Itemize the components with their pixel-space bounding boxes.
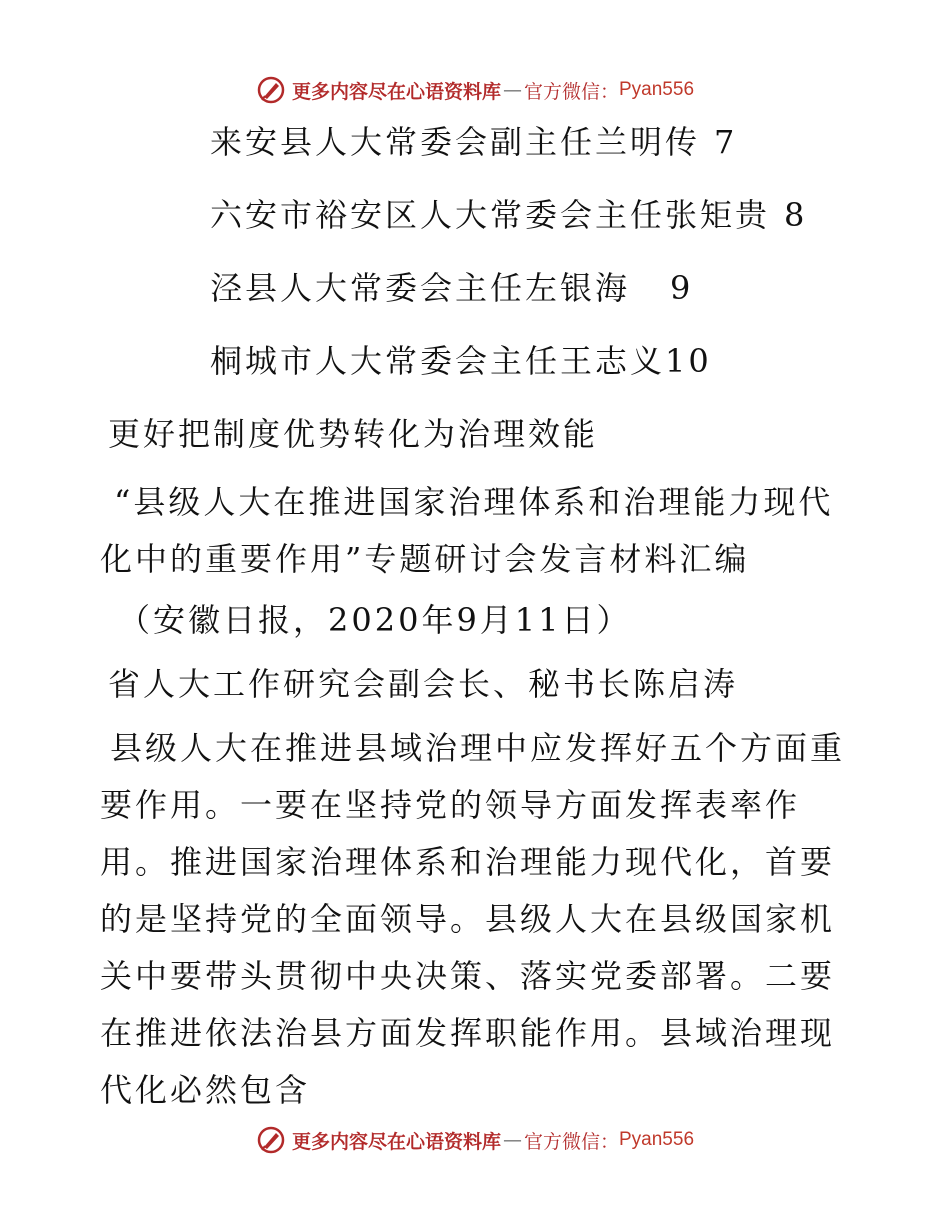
toc-entry-page: 9 [670, 269, 694, 307]
section-heading: 更好把制度优势转化为治理效能 [108, 415, 599, 453]
watermark-separator: — [502, 1129, 522, 1151]
watermark-main-text: 更多内容尽在心语资料库 [291, 1130, 501, 1153]
toc-entry-text: 来安县人大常委会副主任兰明传 [210, 123, 701, 161]
toc-entry-text: 桐城市人大常委会主任王志义 [210, 342, 666, 380]
quill-pen-logo-icon [256, 75, 286, 105]
toc-entry [100, 124, 860, 160]
toc-entry-text: 泾县人大常委会主任左银海 [210, 269, 631, 307]
watermark-main-text: 更多内容尽在心语资料库 [291, 80, 501, 103]
document-content [100, 124, 860, 1119]
toc-entry-text: 六安市裕安区人大常委会主任张矩贵 [210, 196, 771, 234]
footer-watermark [0, 1120, 950, 1160]
quill-pen-logo-icon [256, 1125, 286, 1155]
watermark-handle: Pyan556 [619, 79, 695, 100]
header-watermark [0, 70, 950, 110]
watermark-sub-text: 官方微信： [523, 80, 619, 103]
watermark-separator: — [502, 79, 522, 101]
author-line: 省人大工作研究会副会长、秘书长陈启涛 [108, 665, 739, 703]
compilation-title: “县级人大在推进国家治理体系和治理能力现代化中的重要作用”专题研讨会发言材料汇编 [100, 483, 834, 578]
toc-entry-page: 7 [714, 123, 738, 161]
watermark-handle: Pyan556 [619, 1129, 695, 1150]
toc-entry-page: 10 [665, 342, 712, 380]
toc-entry-page: 8 [784, 196, 808, 234]
body-paragraph: 县级人大在推进县域治理中应发挥好五个方面重要作用。一要在坚持党的领导方面发挥表率作用。推进国家治理体系和治理能力现代化，首要的是坚持党的全面领导。县级人大在县级国家机关中要带头贯彻中央决策、落实党委部署。二要在推进依法治县方面发挥职能作用。县域治理现代化必然包含 [100, 729, 846, 1109]
watermark-sub-text: 官方微信： [523, 1130, 619, 1153]
source-line: （安徽日报，2020年9月11日） [118, 601, 632, 639]
toc-entry [100, 343, 860, 379]
toc-entry [100, 197, 860, 233]
toc-entry [100, 270, 860, 306]
